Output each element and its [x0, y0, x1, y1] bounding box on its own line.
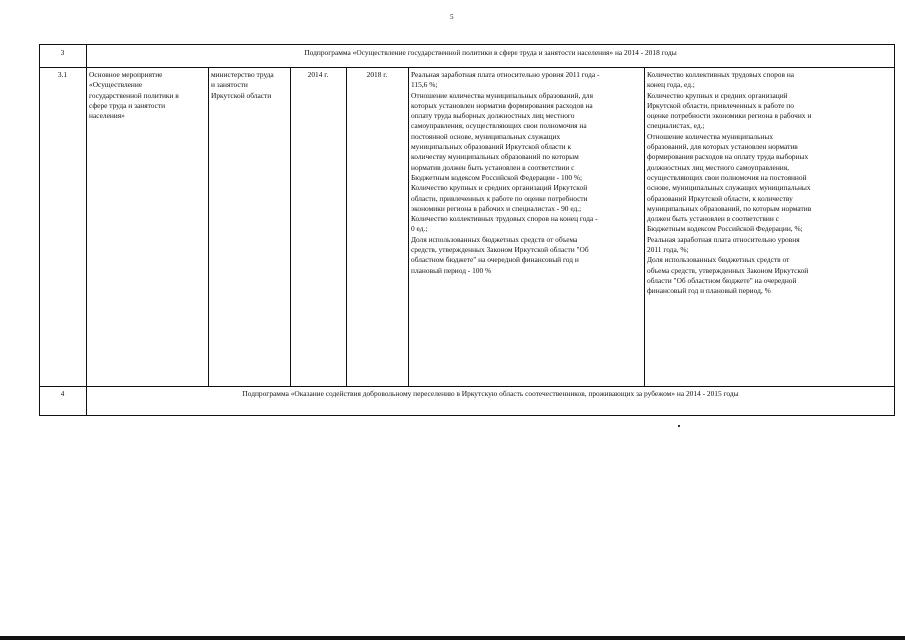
row-3-1-indicators: Количество коллективных трудовых споров на конец года, ед.; Количество крупных и средних организаций Иркутской области, привлеченных к работе по оценке потребности экономики региона в рабочих и специалистах, ед.; Отношение количества муниципальных образований, для которых установлен норматив формирования расходов на оплату труда выборных должностных лиц местного самоуправления, осуществляющих свои полномочия на постоянной основе, муниципальных служащих муниципальных образований Иркутской области, к количеству муниципальных образований, по которым норматив должен быть установлен в соответствии с Бюджетным кодексом Российской Федерации, %; Реальная заработная плата относительно уровня 2011 года, %; Доля использованных бюджетных средств от объема средств, утвержденных Законом Иркутской области "Об областном бюджете" на очередной финансовый год и плановый период, %: [647, 70, 812, 296]
column-divider: [644, 67, 645, 386]
row-divider: [39, 67, 895, 68]
row-3-1-expected-results: Реальная заработная плата относительно уровня 2011 года - 115,6 %; Отношение количества муниципальных образований, для которых установлен норматив формирования расходов на оплату труда выборных должностных лиц местного самоуправления, осуществляющих свои полномочия на постоянной основе, муниципальных служащих муниципальных образований Иркутской области к количеству муниципальных образований по которым норматив должен быть установлен в соответствии с Бюджетным кодексом Российской Федерации - 100 %; Количество крупных и средних организаций Иркутской области, привлеченных к работе по оценке потребности экономики региона в рабочих и специалистах - 90 ед.; Количество коллективных трудовых споров на конец года - 0 ед.; Доля использованных бюджетных средств от объема средств, утвержденных Законом Иркутской области "Об областном бюджете" на очередной финансовый год и плановый период - 100 %: [411, 70, 600, 275]
scan-edge: [0, 636, 905, 640]
page-number: 5: [450, 13, 454, 21]
column-divider: [408, 67, 409, 386]
row-3-1-activity: Основное мероприятие «Осуществление государственной политики в сфере труда и занятости населения»: [89, 70, 179, 121]
row-3-1-executor: министерство труда и занятости Иркутской области: [211, 70, 274, 100]
column-divider: [290, 67, 291, 386]
scan-speck: [678, 425, 680, 427]
section-4-title: Подпрограмма «Оказание содействия добровольному переселению в Иркутскую область соотечественников, проживающих за рубежом» на 2014 - 2015 годы: [242, 389, 739, 398]
section-3-number: 3: [60, 48, 65, 57]
section-3-title: Подпрограмма «Осуществление государственной политики в сфере труда и занятости населения» на 2014 - 2018 годы: [304, 48, 677, 57]
column-divider: [346, 67, 347, 386]
row-3-1-number: 3.1: [57, 70, 68, 79]
column-divider: [208, 67, 209, 386]
section-4-number: 4: [60, 389, 65, 398]
column-divider: [86, 44, 87, 416]
row-divider: [39, 386, 895, 387]
row-3-1-end-year: 2018 г.: [366, 70, 388, 79]
row-3-1-start-year: 2014 г.: [307, 70, 329, 79]
